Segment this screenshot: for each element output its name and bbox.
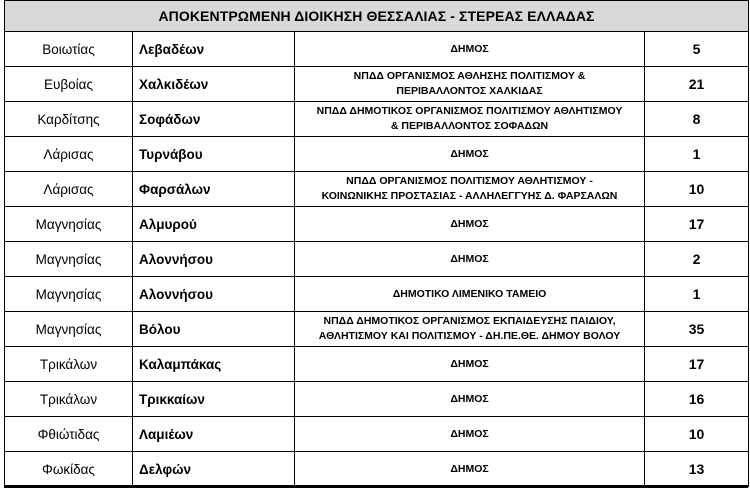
municipality-cell: Τυρνάβου: [133, 137, 295, 172]
prefecture-cell: Μαγνησίας: [5, 242, 133, 277]
prefecture-cell: Μαγνησίας: [5, 277, 133, 312]
entity-cell: [295, 452, 645, 487]
entity-line-2: & ΠΕΡΙΒΑΛΛΟΝΤΟΣ ΣΟΦΑΔΩΝ: [390, 120, 549, 132]
entity-cell: [295, 172, 645, 207]
prefecture-cell: Καρδίτσης: [5, 102, 133, 137]
table-row: [5, 417, 749, 452]
data-table: [4, 0, 749, 487]
entity-line-1: ΔΗΜΟΣ: [450, 217, 489, 230]
prefecture-cell: Τρικάλων: [5, 382, 133, 417]
prefecture-cell: Μαγνησίας: [5, 207, 133, 242]
entity-cell: [295, 312, 645, 347]
entity-line-1: ΝΠΔΔ ΟΡΓΑΝΙΣΜΟΣ ΑΘΛΗΣΗΣ ΠΟΛΙΤΙΣΜΟΥ &: [353, 70, 586, 82]
count-cell: 13: [645, 452, 749, 487]
municipality-cell: Αλοννήσου: [133, 242, 295, 277]
table-row: [5, 172, 749, 207]
prefecture-cell: Λάρισας: [5, 137, 133, 172]
municipality-cell: Αλμυρού: [133, 207, 295, 242]
table-title-row: [5, 1, 749, 32]
prefecture-cell: Τρικάλων: [5, 347, 133, 382]
count-cell: 35: [645, 312, 749, 347]
count-cell: 1: [645, 277, 749, 312]
entity-line-1: ΔΗΜΟΣ: [450, 427, 489, 440]
municipality-cell: Φαρσάλων: [133, 172, 295, 207]
table-row: [5, 242, 749, 277]
table-row: [5, 207, 749, 242]
document-table-wrapper: [4, 0, 748, 487]
table-row: [5, 347, 749, 382]
count-cell: 17: [645, 347, 749, 382]
municipality-cell: Δελφών: [133, 452, 295, 487]
entity-line-2: ΚΟΙΝΩΝΙΚΗΣ ΠΡΟΣΤΑΣΙΑΣ - ΑΛΛΗΛΕΓΓΥΗΣ Δ. ΦΑΡΣΑΛΩΝ: [321, 190, 618, 202]
count-cell: 10: [645, 172, 749, 207]
entity-line-1: ΝΠΔΔ ΟΡΓΑΝΙΣΜΟΣ ΠΟΛΙΤΙΣΜΟΥ ΑΘΛΗΤΙΣΜΟΥ -: [346, 175, 593, 187]
count-cell: 8: [645, 102, 749, 137]
prefecture-cell: Φωκίδας: [5, 452, 133, 487]
entity-line-1: ΔΗΜΟΤΙΚΟ ΛΙΜΕΝΙΚΟ ΤΑΜΕΙΟ: [392, 287, 547, 300]
table-row: [5, 312, 749, 347]
table-row: [5, 277, 749, 312]
prefecture-cell: Μαγνησίας: [5, 312, 133, 347]
municipality-cell: Λεβαδέων: [133, 32, 295, 67]
count-cell: 1: [645, 137, 749, 172]
table-row: [5, 382, 749, 417]
municipality-cell: Καλαμπάκας: [133, 347, 295, 382]
municipality-cell: Χαλκιδέων: [133, 67, 295, 102]
entity-line-1: ΝΠΔΔ ΔΗΜΟΤΙΚΟΣ ΟΡΓΑΝΙΣΜΟΣ ΠΟΛΙΤΙΣΜΟΥ ΑΘΛΗΤΙΣΜΟΥ: [316, 105, 623, 117]
entity-cell: [295, 32, 645, 67]
entity-cell: [295, 102, 645, 137]
entity-cell: [295, 207, 645, 242]
table-row: [5, 67, 749, 102]
table-title: ΑΠΟΚΕΝΤΡΩΜΕΝΗ ΔΙΟΙΚΗΣΗ ΘΕΣΣΑΛΙΑΣ - ΣΤΕΡΕΑΣ ΕΛΛΑΔΑΣ: [5, 1, 749, 32]
entity-line-1: ΔΗΜΟΣ: [450, 252, 489, 265]
table-row: [5, 102, 749, 137]
table-row: [5, 452, 749, 487]
entity-line-1: ΔΗΜΟΣ: [450, 357, 489, 370]
entity-line-1: ΔΗΜΟΣ: [450, 42, 489, 55]
prefecture-cell: Φθιώτιδας: [5, 417, 133, 452]
municipality-cell: Τρικκαίων: [133, 382, 295, 417]
entity-cell: [295, 382, 645, 417]
bottom-divider: [4, 485, 748, 488]
entity-line-1: ΔΗΜΟΣ: [450, 147, 489, 160]
count-cell: 16: [645, 382, 749, 417]
table-row: [5, 137, 749, 172]
municipality-cell: Λαμιέων: [133, 417, 295, 452]
entity-line-2: ΠΕΡΙΒΑΛΛΟΝΤΟΣ ΧΑΛΚΙΔΑΣ: [396, 85, 543, 97]
entity-cell: [295, 137, 645, 172]
entity-cell: [295, 277, 645, 312]
entity-line-1: ΔΗΜΟΣ: [450, 392, 489, 405]
table-row: [5, 32, 749, 67]
count-cell: 2: [645, 242, 749, 277]
entity-cell: [295, 347, 645, 382]
entity-line-1: ΝΠΔΔ ΔΗΜΟΤΙΚΟΣ ΟΡΓΑΝΙΣΜΟΣ ΕΚΠΑΙΔΕΥΣΗΣ ΠΑΙΔΙΟΥ,: [323, 315, 616, 327]
municipality-cell: Σοφάδων: [133, 102, 295, 137]
prefecture-cell: Βοιωτίας: [5, 32, 133, 67]
municipality-cell: Αλοννήσου: [133, 277, 295, 312]
entity-cell: [295, 67, 645, 102]
entity-cell: [295, 242, 645, 277]
count-cell: 10: [645, 417, 749, 452]
prefecture-cell: Ευβοίας: [5, 67, 133, 102]
prefecture-cell: Λάρισας: [5, 172, 133, 207]
entity-line-1: ΔΗΜΟΣ: [450, 462, 489, 475]
count-cell: 21: [645, 67, 749, 102]
entity-line-2: ΑΘΛΗΤΙΣΜΟΥ ΚΑΙ ΠΟΛΙΤΙΣΜΟΥ - ΔΗ.ΠΕ.ΘΕ. ΔΗΜΟΥ ΒΟΛΟΥ: [318, 330, 621, 342]
count-cell: 5: [645, 32, 749, 67]
entity-cell: [295, 417, 645, 452]
municipality-cell: Βόλου: [133, 312, 295, 347]
count-cell: 17: [645, 207, 749, 242]
